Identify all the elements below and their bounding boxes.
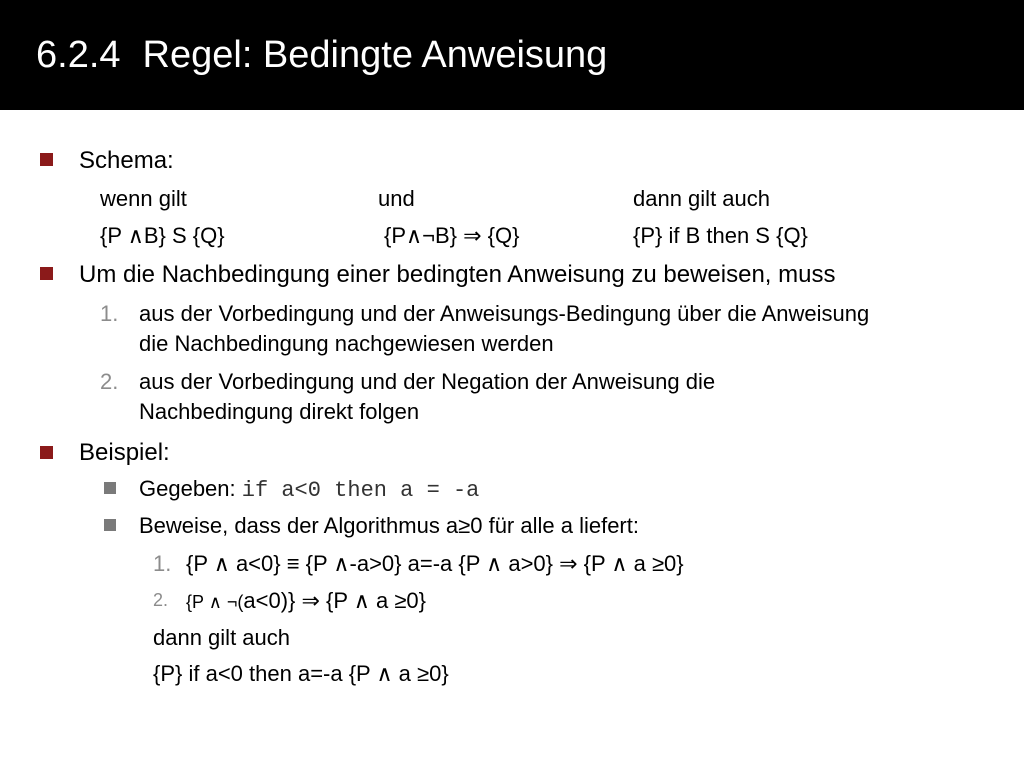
- schema-col3-value: {P} if B then S {Q}: [633, 223, 808, 248]
- proof-item-line: die Nachbedingung nachgewiesen werden: [139, 331, 554, 356]
- proof-item-line: aus der Vorbedingung und der Anweisungs-Bedingung über die Anweisung: [139, 301, 870, 326]
- sub-bullet-square-icon: [104, 482, 116, 494]
- slide-title: [36, 34, 607, 77]
- proof-item-line: aus der Vorbedingung und der Negation der Anweisung die: [139, 369, 716, 394]
- section-number: 6.2.4: [36, 34, 121, 76]
- step-number: 2.: [153, 590, 169, 610]
- bullet-square-icon: [40, 153, 53, 166]
- title-text: Regel: Bedingte Anweisung: [142, 34, 608, 76]
- proof-item-line: Nachbedingung direkt folgen: [139, 399, 420, 424]
- prove-label: Beweise, dass der Algorithmus a≥0 für alle a liefert:: [139, 513, 639, 538]
- step-text: {P ∧ a<0} ≡ {P ∧-a>0} a=-a {P ∧ a>0} ⇒ {P ∧ a ≥0}: [186, 551, 684, 576]
- schema-label: Schema:: [79, 147, 174, 174]
- proof-item-number: 2.: [100, 369, 119, 394]
- proof-label: Um die Nachbedingung einer bedingten Anweisung zu beweisen, muss: [79, 261, 836, 288]
- schema-col1-value: {P ∧B} S {Q}: [100, 223, 225, 248]
- bullet-square-icon: [40, 267, 53, 280]
- given-code: if a<0 then a = -a: [241, 478, 480, 503]
- example-label: Beispiel:: [79, 439, 170, 466]
- slide-header: [0, 0, 1024, 110]
- step-text-rest: a<0)} ⇒ {P ∧ a ≥0}: [243, 588, 426, 613]
- bullet-square-icon: [40, 446, 53, 459]
- step-text-small: {P ∧ ¬(: [186, 592, 244, 612]
- given-line: [139, 476, 479, 503]
- given-label: Gegeben:: [139, 476, 242, 501]
- schema-col2-head: und: [378, 186, 415, 211]
- schema-col1-head: wenn gilt: [100, 186, 187, 211]
- schema-col3-head: dann gilt auch: [633, 186, 770, 211]
- proof-item-number: 1.: [100, 301, 119, 326]
- schema-col2-value: {P∧¬B} ⇒ {Q}: [384, 223, 520, 248]
- step-number: 1.: [153, 551, 172, 576]
- sub-bullet-square-icon: [104, 519, 116, 531]
- step-text: [186, 588, 426, 614]
- conclusion-text: dann gilt auch: [153, 625, 290, 650]
- conclusion-formula: {P} if a<0 then a=-a {P ∧ a ≥0}: [153, 661, 449, 686]
